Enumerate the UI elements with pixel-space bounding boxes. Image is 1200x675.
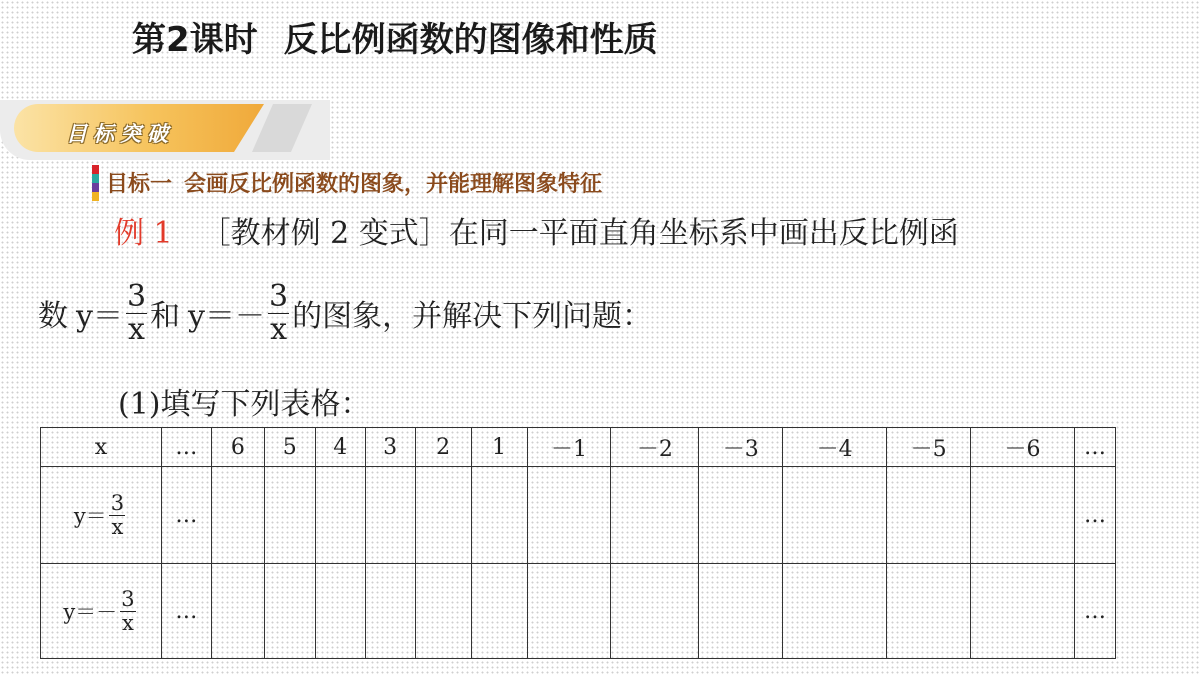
fraction-denominator: x bbox=[111, 514, 124, 539]
x-value-cell: －3 bbox=[699, 428, 783, 467]
y-value-cell[interactable] bbox=[264, 564, 315, 659]
x-value-cell: －1 bbox=[527, 428, 611, 467]
function-1-fraction bbox=[125, 281, 148, 345]
y-value-cell[interactable] bbox=[415, 467, 471, 564]
fraction-denominator: x bbox=[270, 311, 287, 347]
table-header-row bbox=[41, 428, 1116, 467]
function-1-lhs: y＝ bbox=[76, 299, 123, 334]
example-source: ［教材例 2 变式］ bbox=[200, 216, 449, 251]
row-function bbox=[63, 588, 138, 633]
fraction-numerator: 3 bbox=[126, 279, 147, 314]
fraction-numerator: 3 bbox=[269, 279, 289, 314]
goal-color-bar bbox=[92, 165, 99, 201]
x-value-cell: －4 bbox=[783, 428, 887, 467]
row-function-lhs: y＝－ bbox=[63, 600, 118, 624]
example-label: 例 1 bbox=[114, 216, 173, 251]
y-value-cell[interactable] bbox=[699, 564, 783, 659]
row-label-cell bbox=[41, 564, 162, 659]
row-function bbox=[74, 492, 128, 537]
y-value-cell[interactable] bbox=[887, 467, 971, 564]
y-value-cell[interactable] bbox=[415, 564, 471, 659]
banner-label: 目标突破 bbox=[66, 122, 174, 146]
row-fraction bbox=[119, 588, 136, 633]
y-value-cell[interactable] bbox=[971, 564, 1075, 659]
row-label-cell bbox=[41, 467, 162, 564]
x-label-cell: x bbox=[41, 428, 162, 467]
table-row bbox=[41, 564, 1116, 659]
x-value-cell: 1 bbox=[471, 428, 527, 467]
y-value-cell[interactable] bbox=[365, 564, 415, 659]
table-row bbox=[41, 467, 1116, 564]
x-value-cell: … bbox=[161, 428, 211, 467]
fraction-denominator: x bbox=[128, 311, 145, 347]
question-1: (1)填写下列表格： bbox=[118, 387, 371, 422]
y-value-cell[interactable] bbox=[211, 467, 264, 564]
y-value-cell[interactable] bbox=[471, 564, 527, 659]
lesson-number: 第2课时 bbox=[132, 20, 258, 60]
y-value-cell[interactable] bbox=[611, 467, 699, 564]
example-line-1 bbox=[114, 208, 959, 252]
page-title bbox=[132, 12, 658, 61]
fraction-numerator: 3 bbox=[110, 491, 125, 516]
goal-number: 目标一 bbox=[106, 172, 173, 197]
example-suffix: 的图象，并解决下列问题： bbox=[292, 299, 653, 334]
y-value-cell[interactable] bbox=[315, 467, 365, 564]
x-value-cell: … bbox=[1074, 428, 1115, 467]
function-2-fraction bbox=[267, 281, 290, 345]
y-value-cell[interactable] bbox=[887, 564, 971, 659]
connector-word: 和 bbox=[150, 299, 181, 334]
section-banner bbox=[0, 100, 330, 160]
goal-bar-segment bbox=[92, 165, 99, 174]
y-value-cell[interactable] bbox=[471, 467, 527, 564]
x-value-cell: 4 bbox=[315, 428, 365, 467]
y-value-cell[interactable]: … bbox=[161, 467, 211, 564]
x-value-cell: －5 bbox=[887, 428, 971, 467]
lesson-topic: 反比例函数的图像和性质 bbox=[283, 20, 658, 60]
y-value-cell[interactable] bbox=[365, 467, 415, 564]
fraction-numerator: 3 bbox=[121, 587, 135, 612]
y-value-cell[interactable] bbox=[971, 467, 1075, 564]
x-value-cell: 2 bbox=[415, 428, 471, 467]
y-value-cell[interactable] bbox=[211, 564, 264, 659]
value-table bbox=[40, 427, 1116, 659]
fraction-denominator: x bbox=[121, 610, 134, 635]
x-value-cell: －6 bbox=[971, 428, 1075, 467]
x-value-cell: 3 bbox=[365, 428, 415, 467]
example-line-2 bbox=[38, 268, 652, 358]
goal-bar-segment bbox=[92, 192, 99, 201]
y-value-cell[interactable] bbox=[264, 467, 315, 564]
goal-description: 会画反比例函数的图象，并能理解图象特征 bbox=[184, 172, 603, 197]
y-value-cell[interactable]: … bbox=[1074, 564, 1115, 659]
y-value-cell[interactable] bbox=[783, 467, 887, 564]
y-value-cell[interactable] bbox=[315, 564, 365, 659]
example-text-1: 在同一平面直角坐标系中画出反比例函 bbox=[448, 216, 959, 251]
y-value-cell[interactable] bbox=[527, 467, 611, 564]
x-value-cell: －2 bbox=[611, 428, 699, 467]
y-value-cell[interactable] bbox=[527, 564, 611, 659]
row-function-lhs: y＝ bbox=[73, 504, 107, 528]
y-value-cell[interactable]: … bbox=[161, 564, 211, 659]
x-value-cell: 5 bbox=[264, 428, 315, 467]
example-prefix: 数 bbox=[38, 299, 68, 334]
goal-bar-segment bbox=[92, 174, 99, 183]
goal-bar-segment bbox=[92, 183, 99, 192]
function-2-lhs: y＝－ bbox=[188, 299, 265, 334]
y-value-cell[interactable] bbox=[611, 564, 699, 659]
y-value-cell[interactable] bbox=[783, 564, 887, 659]
x-value-cell: 6 bbox=[211, 428, 264, 467]
y-value-cell[interactable] bbox=[699, 467, 783, 564]
y-value-cell[interactable]: … bbox=[1074, 467, 1115, 564]
row-fraction bbox=[109, 492, 126, 537]
goal-heading bbox=[106, 167, 602, 198]
